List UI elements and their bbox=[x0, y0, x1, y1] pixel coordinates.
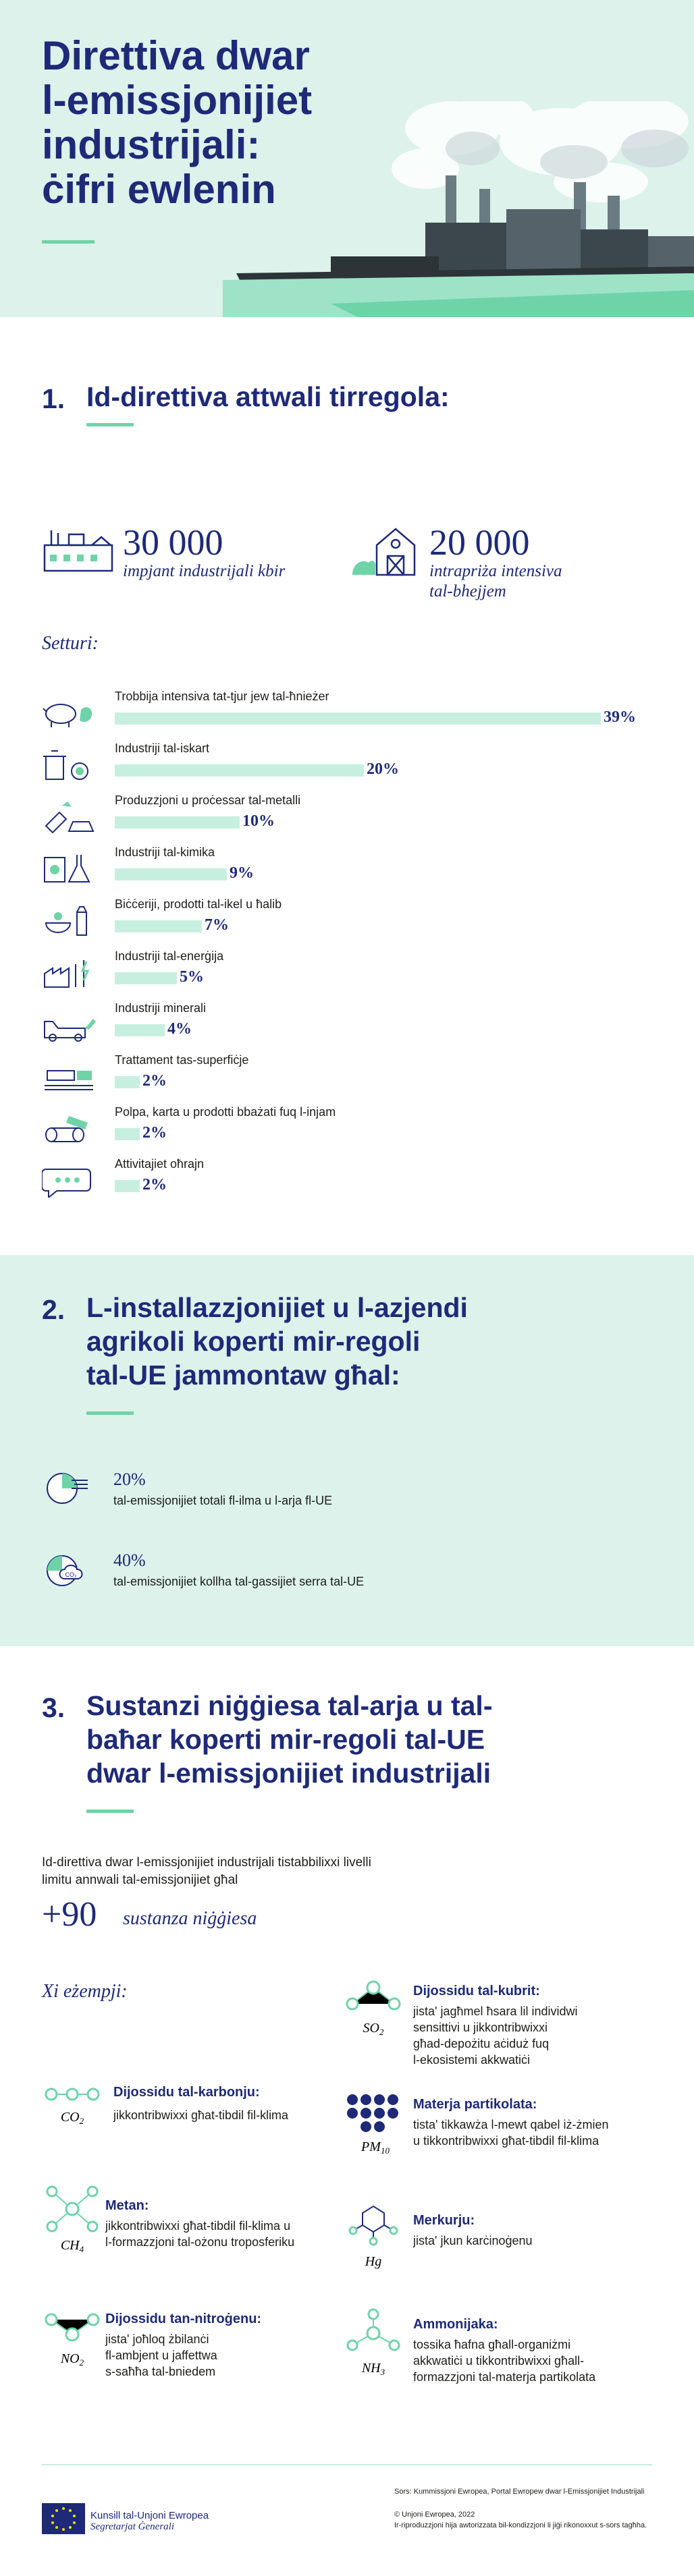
ch4-molecule-icon bbox=[42, 2182, 103, 2255]
footer-copyright: © Unjoni Ewropea, 2022 bbox=[394, 2511, 475, 2519]
sector-row: Biċċeriji, prodotti tal-ikel u ħalib 7% bbox=[42, 897, 649, 946]
section-2-title: L-installazzjonijiet u l-azjendi agrikoli koperti mir-regoli tal-UE jammontaw għal: bbox=[86, 1292, 468, 1391]
sector-bar bbox=[115, 1128, 140, 1140]
sector-row: Trattament tas-superfiċje 2% bbox=[42, 1053, 649, 1102]
sector-pct: 10% bbox=[242, 812, 275, 830]
example-pm10: Materja partikolata: tista' tikkawża l-mewt qabel iż-żmien u tikkontribwixxi għat-tibdil fil-klima bbox=[413, 2097, 609, 2148]
energy-icon bbox=[42, 955, 97, 990]
factory-illustration bbox=[223, 101, 694, 317]
chemistry-icon bbox=[42, 851, 97, 886]
section-3-underline bbox=[86, 1810, 134, 1813]
sectors-heading: Setturi: bbox=[42, 633, 99, 654]
stat-water-air: 20% tal-emissjonijiet totali fl-ilma u l-arja fl-UE bbox=[113, 1469, 333, 1507]
section-3-title: Sustanzi niġġiesa tal-arja u tal- baħar koperti mir-regoli tal-UE dwar l-emissjonijiet industrijali bbox=[86, 1690, 493, 1789]
sector-bar bbox=[115, 1024, 165, 1036]
svg-text:NO2: $NO_2$ bbox=[60, 2351, 84, 2368]
footer-divider bbox=[42, 2464, 652, 2465]
svg-text:Hg: Hg bbox=[365, 2254, 382, 2269]
stat-installations: 30 000 impjant industrijali kbir bbox=[123, 522, 286, 580]
footer-org: Kunsill tal-Unjoni Ewropea Segretarjat Ġenerali bbox=[90, 2510, 209, 2532]
section-2 bbox=[0, 1255, 694, 1646]
metal-icon bbox=[42, 799, 97, 834]
waste-icon bbox=[42, 747, 97, 782]
section-1-underline bbox=[86, 423, 134, 426]
sector-pct: 2% bbox=[142, 1124, 167, 1142]
example-hg: Merkurju: jista' jkun karċinoġenu bbox=[413, 2213, 533, 2247]
sector-pct: 5% bbox=[180, 968, 204, 986]
pollutant-count-label: sustanza niġġiesa bbox=[123, 1908, 257, 1929]
svg-text:CO₂: CO₂ bbox=[65, 1571, 77, 1578]
hero-banner bbox=[0, 0, 694, 317]
stat-greenhouse: 40% tal-emissjonijiet kollha tal-gassijiet serra tal-UE bbox=[113, 1550, 365, 1588]
stat-farms: 20 000 intrapriża intensiva tal-bhejjem bbox=[429, 522, 562, 600]
no2-molecule-icon bbox=[42, 2307, 103, 2375]
svg-text:PM10: $PM_{10}$ bbox=[361, 2139, 390, 2156]
sector-bar bbox=[115, 1076, 140, 1088]
wood-icon bbox=[42, 1111, 97, 1146]
sector-bar bbox=[115, 920, 202, 932]
svg-text:CO2: $CO_2$ bbox=[60, 2110, 84, 2126]
sector-row: Industriji tal-kimika 9% bbox=[42, 845, 649, 894]
example-so2: Dijossidu tal-kubrit: jista' jagħmel ħsara lil individwi sensittivi u jikkontribwixxi għad-depożitu aċiduż fuq l-ekosistemi akkwatiċi bbox=[413, 1984, 578, 2067]
section-2-underline bbox=[86, 1411, 134, 1415]
pm10-particles-icon bbox=[343, 2092, 408, 2159]
sector-row: Attivitajiet oħrajn 2% bbox=[42, 1157, 649, 1206]
sector-pct: 4% bbox=[167, 1020, 192, 1038]
sector-row: Industriji minerali 4% bbox=[42, 1001, 649, 1050]
barn-icon bbox=[350, 525, 425, 579]
svg-text:SO2: $SO_2$ bbox=[363, 2021, 384, 2037]
chat-icon bbox=[42, 1163, 97, 1198]
sector-pct: 20% bbox=[367, 760, 399, 778]
section-3-intro: Id-direttiva dwar l-emissjonijiet industrijali tistabbilixxi livelli limitu annwali tal-emissjonijiet għal bbox=[42, 1855, 371, 1887]
mineral-icon bbox=[42, 1007, 97, 1042]
example-no2: Dijossidu tan-nitroġenu: jista' joħloq żbilanċi fl-ambjent u jaffettwa s-saħħa tal-bniedem bbox=[105, 2312, 262, 2378]
sector-row: Trobbija intensiva tat-tjur jew tal-ħnieżer 39% bbox=[42, 690, 649, 738]
co2-cloud-icon bbox=[42, 1552, 92, 1590]
section-3-number: 3. bbox=[42, 1692, 65, 1723]
sector-row: Industriji tal-iskart 20% bbox=[42, 741, 649, 790]
section-1-number: 1. bbox=[42, 383, 65, 414]
sector-pct: 2% bbox=[142, 1072, 167, 1090]
page-title: Direttiva dwar l-emissjonijiet industrijali: ċifri ewlenin bbox=[42, 33, 313, 212]
sector-row: Industriji tal-enerġija 5% bbox=[42, 949, 649, 998]
co2-molecule-icon bbox=[42, 2081, 103, 2135]
examples-heading: Xi eżempji: bbox=[42, 1981, 128, 2002]
footer-source: Sors: Kummissjoni Ewropea, Portal Ewropew dwar l-Emissjonijiet Industrijali bbox=[394, 2488, 645, 2496]
example-co2: Dijossidu tal-karbonju: jikkontribwixxi għat-tibdil fil-klima bbox=[113, 2085, 289, 2122]
example-nh3: Ammonijaka: tossika ħafna għall-organiżmi akkwatiċi u tikkontribwixxi għall- formazzjoni tal-materja partikolata bbox=[413, 2317, 596, 2384]
factory-icon bbox=[42, 525, 115, 573]
sector-row: Produzzjoni u proċessar tal-metalli 10% bbox=[42, 793, 649, 842]
sector-bar bbox=[115, 764, 364, 777]
water-air-icon bbox=[42, 1471, 92, 1506]
section-1-title: Id-direttiva attwali tirregola: bbox=[86, 381, 450, 412]
example-ch4: Metan: jikkontribwixxi għat-tibdil fil-klima u l-formazzjoni tal-ożonu troposferiku bbox=[105, 2198, 295, 2249]
sector-pct: 2% bbox=[142, 1176, 167, 1194]
sector-bar bbox=[115, 972, 177, 984]
title-underline bbox=[42, 240, 95, 244]
pollutant-count: +90 bbox=[42, 1895, 97, 1934]
sector-bar bbox=[115, 816, 240, 829]
sector-pct: 9% bbox=[230, 864, 254, 882]
section-2-number: 2. bbox=[42, 1294, 65, 1325]
sector-pct: 39% bbox=[604, 708, 636, 726]
nh3-molecule-icon bbox=[343, 2307, 404, 2382]
pig-chicken-icon bbox=[42, 695, 97, 730]
svg-text:NH3: $NH_3$ bbox=[361, 2361, 385, 2377]
footer-reuse: Ir-riproduzzjoni hija awtorizzata bil-kondizzjoni li jiġi rikonoxxut s-sors tagħha. bbox=[394, 2521, 647, 2529]
sector-bar bbox=[115, 712, 601, 725]
sector-bar bbox=[115, 1180, 140, 1192]
svg-text:CH4: $CH_4$ bbox=[60, 2238, 84, 2254]
mercury-icon bbox=[343, 2200, 404, 2274]
sector-row: Polpa, karta u prodotti bbażati fuq l-injam 2% bbox=[42, 1105, 649, 1154]
council-logo-icon bbox=[42, 2503, 85, 2534]
sector-pct: 7% bbox=[205, 916, 229, 934]
sector-bar bbox=[115, 868, 227, 880]
food-icon bbox=[42, 903, 97, 938]
surface-icon bbox=[42, 1059, 97, 1094]
so2-molecule-icon bbox=[343, 1977, 404, 2044]
